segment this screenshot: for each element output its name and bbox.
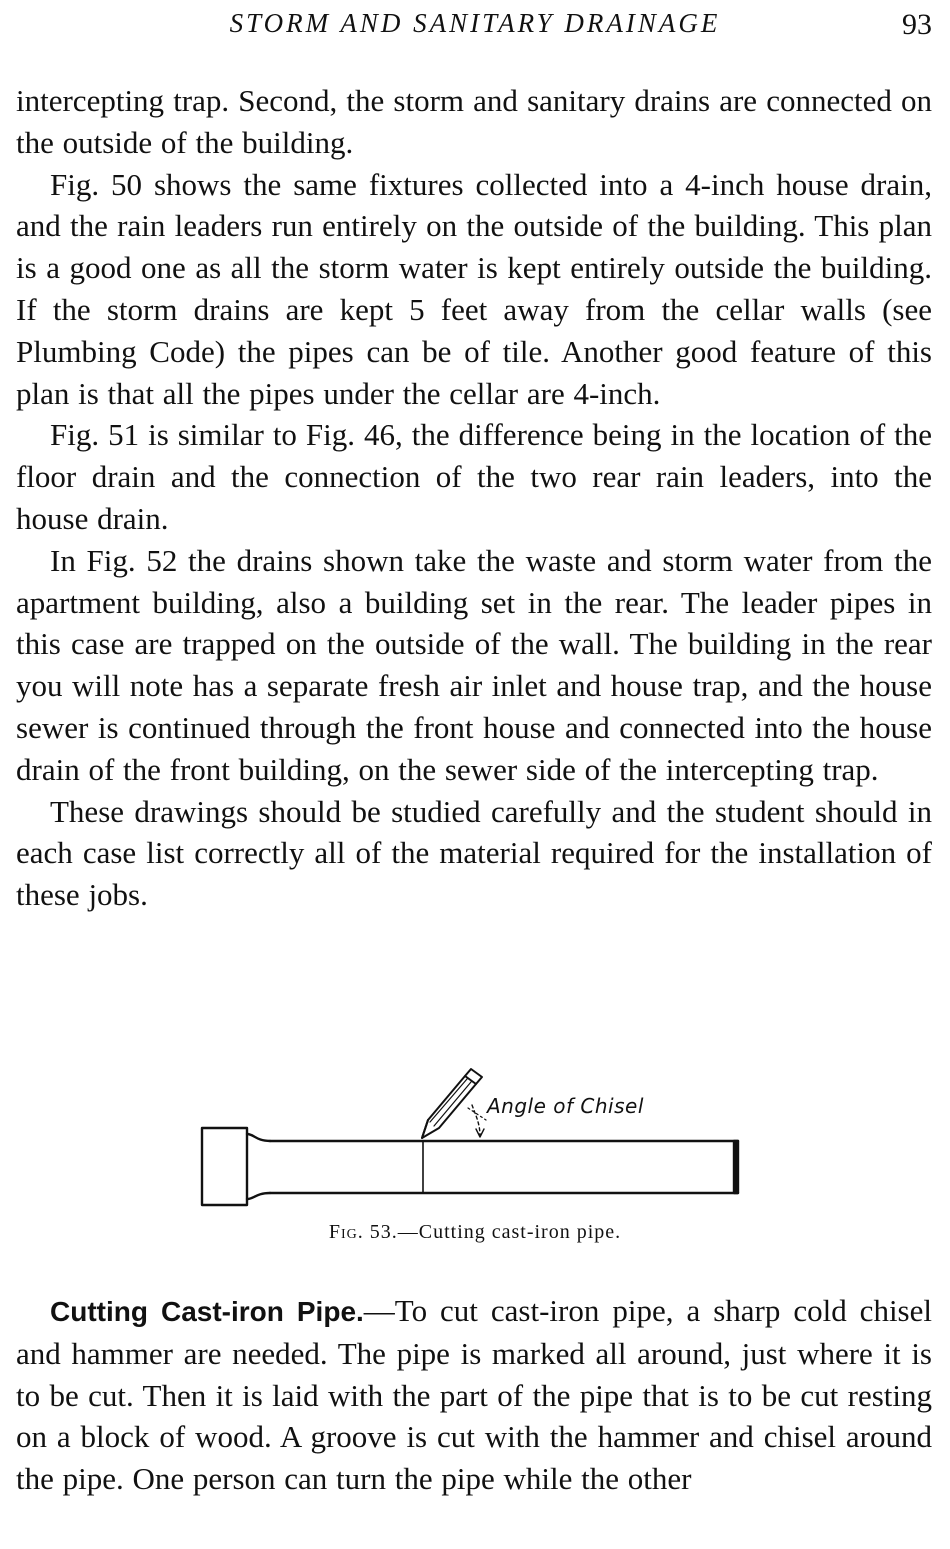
pipe-illustration [190, 1062, 750, 1222]
page-header [18, 6, 932, 46]
pipe-spigot-end [734, 1141, 738, 1193]
paragraph-cutting-pipe [16, 1290, 932, 1500]
paragraph-fig-52: In Fig. 52 the drains shown take the waste and storm water from the apartment building, also a building set in the rear. The leader pipes in this case are trapped on the outside of the wall. The building in the rear you will note has a separate fresh air inlet and house trap, and the house sewer is continued through the front house and connected into the house drain of the front building, on the sewer side of the intercepting trap. [16, 542, 932, 787]
caption-text: —Cutting cast-iron pipe. [397, 1221, 622, 1243]
pipe-hub [202, 1128, 247, 1205]
page-number: 93 [902, 8, 932, 41]
paragraph-fig-51: Fig. 51 is similar to Fig. 46, the difference being in the location of the floor drain and the connection of the two rear rain leaders, into the house drain. [16, 417, 932, 536]
angle-of-chisel-label: Angle of Chisel [487, 1094, 644, 1118]
paragraph-continued: intercepting trap. Second, the storm and sanitary drains are connected on the outside of the building. [16, 83, 932, 160]
chisel-icon [422, 1069, 482, 1138]
paragraph-drawings: These drawings should be studied carefully and the student should in each case list correctly all of the material required for the installation of these jobs. [16, 793, 932, 913]
section-heading: Cutting Cast-iron Pipe. [50, 1296, 364, 1327]
caption-figure-number: Fig. 53. [328, 1221, 398, 1243]
body-text [16, 80, 932, 916]
figure-caption [0, 1221, 950, 1244]
angle-arc [472, 1105, 480, 1136]
section-text: —To cut cast-iron pipe, a sharp cold chisel and hammer are needed. The pipe is marked all around, just where it is to be cut. Then it is laid with the part of the pipe that is to be cut resting on a block of wood. A groove is cut with the hammer and chisel around the pipe. One person can turn the pipe while the other [16, 1293, 932, 1497]
running-head: STORM AND SANITARY DRAINAGE [229, 8, 721, 38]
section-cutting-pipe [16, 1290, 932, 1500]
pipe-taper [247, 1134, 270, 1141]
paragraph-fig-50: Fig. 50 shows the same fixtures collected into a 4-inch house drain, and the rain leaders run entirely on the outside of the building. This plan is a good one as all the storm water is kept entirely outside the building. If the storm drains are kept 5 feet away from the cellar walls (see Plumbing Code) the pipes can be of tile. Another good feature of this plan is that all the pipes under the cellar are 4-inch. [16, 166, 932, 411]
